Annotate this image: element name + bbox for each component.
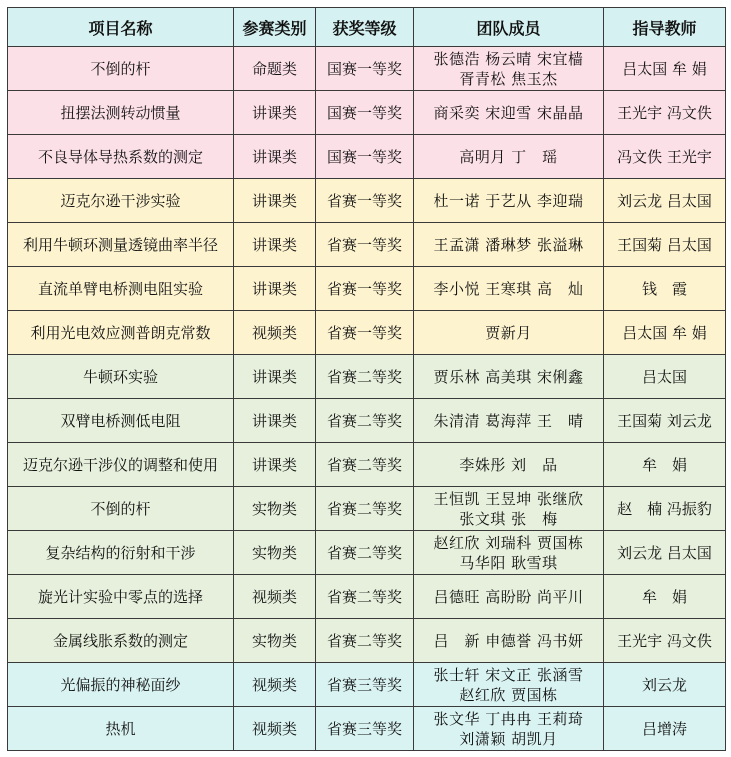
cell-advisors [604, 663, 726, 707]
cell-project-name: 金属线胀系数的测定 [8, 619, 234, 663]
table-row [8, 443, 726, 487]
cell-advisors [604, 531, 726, 575]
cell-team-members [414, 399, 604, 443]
advisor-line: 赵 楠 冯振豹 [617, 499, 712, 518]
team-member-line: 贾新月 [485, 323, 532, 342]
cell-project-name: 光偏振的神秘面纱 [8, 663, 234, 707]
cell-project-name: 复杂结构的衍射和干涉 [8, 531, 234, 575]
advisor-line: 刘云龙 [641, 675, 687, 694]
cell-award-level: 省赛三等奖 [316, 663, 414, 707]
cell-award-level: 国赛一等奖 [316, 135, 414, 179]
table-row [8, 223, 726, 267]
table-row [8, 399, 726, 443]
cell-category: 讲课类 [234, 399, 316, 443]
cell-advisors [604, 91, 726, 135]
team-member-line: 赵红欣 贾国栋 [459, 685, 558, 704]
cell-award-level: 国赛一等奖 [316, 47, 414, 91]
table-row [8, 663, 726, 707]
cell-award-level: 省赛二等奖 [316, 443, 414, 487]
table-row [8, 355, 726, 399]
cell-category: 讲课类 [234, 91, 316, 135]
team-member-line: 商采奕 宋迎雪 宋晶晶 [433, 103, 584, 122]
cell-team-members [414, 179, 604, 223]
header-project-name: 项目名称 [8, 8, 234, 47]
cell-project-name: 利用牛顿环测量透镜曲率半径 [8, 223, 234, 267]
cell-team-members [414, 443, 604, 487]
cell-category: 视频类 [234, 663, 316, 707]
cell-project-name: 不倒的杆 [8, 487, 234, 531]
table-header [8, 8, 726, 47]
cell-award-level: 省赛二等奖 [316, 575, 414, 619]
table-row [8, 575, 726, 619]
cell-project-name: 热机 [8, 707, 234, 751]
cell-project-name: 不倒的杆 [8, 47, 234, 91]
cell-advisors [604, 267, 726, 311]
cell-team-members [414, 663, 604, 707]
advisor-line: 王国菊 刘云龙 [617, 411, 712, 430]
cell-award-level: 国赛一等奖 [316, 91, 414, 135]
cell-advisors [604, 707, 726, 751]
cell-category: 视频类 [234, 311, 316, 355]
team-member-line: 张士轩 宋文正 张涵雪 [433, 665, 584, 684]
cell-award-level: 省赛二等奖 [316, 487, 414, 531]
advisor-line: 吕太国 牟 娟 [622, 59, 707, 78]
advisor-line: 王光宇 冯文佚 [617, 631, 712, 650]
cell-team-members [414, 707, 604, 751]
advisor-line: 吕太国 [641, 367, 687, 386]
cell-project-name: 双臂电桥测低电阻 [8, 399, 234, 443]
cell-advisors [604, 443, 726, 487]
team-member-line: 高明月 丁 瑶 [459, 147, 558, 166]
cell-advisors [604, 179, 726, 223]
awards-table-wrapper [7, 7, 726, 751]
cell-award-level: 省赛二等奖 [316, 399, 414, 443]
cell-award-level: 省赛二等奖 [316, 355, 414, 399]
table-row [8, 135, 726, 179]
advisor-line: 刘云龙 吕太国 [617, 191, 712, 210]
advisor-line: 王光宇 冯文佚 [617, 103, 712, 122]
advisor-line: 牟 娟 [641, 455, 687, 474]
advisor-line: 刘云龙 吕太国 [617, 543, 712, 562]
cell-category: 讲课类 [234, 443, 316, 487]
table-row [8, 619, 726, 663]
cell-category: 视频类 [234, 575, 316, 619]
team-member-line: 刘潇颖 胡凯月 [459, 729, 558, 748]
cell-advisors [604, 223, 726, 267]
cell-advisors [604, 135, 726, 179]
header-award-level: 获奖等级 [316, 8, 414, 47]
team-member-line: 朱清清 葛海萍 王 晴 [433, 411, 584, 430]
awards-table [7, 7, 726, 751]
header-row [8, 8, 726, 47]
cell-advisors [604, 619, 726, 663]
cell-team-members [414, 531, 604, 575]
table-row [8, 487, 726, 531]
cell-award-level: 省赛二等奖 [316, 531, 414, 575]
table-body [8, 47, 726, 751]
cell-category: 实物类 [234, 619, 316, 663]
cell-project-name: 迈克尔逊干涉仪的调整和使用 [8, 443, 234, 487]
advisor-line: 吕增涛 [641, 719, 687, 738]
team-member-line: 杜一诺 于艺从 李迎瑞 [433, 191, 584, 210]
team-member-line: 张文华 丁冉冉 王莉琦 [433, 709, 584, 728]
cell-team-members [414, 311, 604, 355]
team-member-line: 张德浩 杨云晴 宋宜樯 [433, 49, 584, 68]
table-row [8, 267, 726, 311]
cell-team-members [414, 135, 604, 179]
advisor-line: 牟 娟 [641, 587, 687, 606]
team-member-line: 马华阳 耿雪琪 [459, 553, 558, 572]
cell-team-members [414, 91, 604, 135]
cell-category: 实物类 [234, 531, 316, 575]
cell-project-name: 扭摆法测转动惯量 [8, 91, 234, 135]
cell-award-level: 省赛一等奖 [316, 179, 414, 223]
cell-category: 命题类 [234, 47, 316, 91]
cell-team-members [414, 619, 604, 663]
cell-team-members [414, 267, 604, 311]
header-team-members: 团队成员 [414, 8, 604, 47]
table-row [8, 91, 726, 135]
cell-category: 实物类 [234, 487, 316, 531]
team-member-line: 贾乐林 高美琪 宋俐鑫 [433, 367, 584, 386]
advisor-line: 冯文佚 王光宇 [617, 147, 712, 166]
team-member-line: 吕德旺 高盼盼 尚平川 [433, 587, 584, 606]
team-member-line: 吕 新 申德誉 冯书妍 [433, 631, 584, 650]
advisor-line: 王国菊 吕太国 [617, 235, 712, 254]
table-row [8, 707, 726, 751]
team-member-line: 胥青松 焦玉杰 [459, 69, 558, 88]
team-member-line: 张文琪 张 梅 [459, 509, 558, 528]
cell-project-name: 牛顿环实验 [8, 355, 234, 399]
table-row [8, 179, 726, 223]
header-category: 参赛类别 [234, 8, 316, 47]
cell-category: 讲课类 [234, 223, 316, 267]
team-member-line: 李姝彤 刘 品 [459, 455, 558, 474]
cell-award-level: 省赛一等奖 [316, 223, 414, 267]
table-row [8, 531, 726, 575]
cell-project-name: 直流单臂电桥测电阻实验 [8, 267, 234, 311]
cell-team-members [414, 487, 604, 531]
cell-award-level: 省赛二等奖 [316, 619, 414, 663]
cell-category: 讲课类 [234, 355, 316, 399]
cell-advisors [604, 355, 726, 399]
cell-category: 讲课类 [234, 267, 316, 311]
header-advisors: 指导教师 [604, 8, 726, 47]
cell-project-name: 利用光电效应测普朗克常数 [8, 311, 234, 355]
cell-project-name: 不良导体导热系数的测定 [8, 135, 234, 179]
table-row [8, 311, 726, 355]
cell-advisors [604, 575, 726, 619]
team-member-line: 王恒凯 王昱坤 张继欣 [433, 489, 584, 508]
cell-project-name: 迈克尔逊干涉实验 [8, 179, 234, 223]
cell-team-members [414, 575, 604, 619]
cell-team-members [414, 223, 604, 267]
team-member-line: 赵红欣 刘瑞科 贾国栋 [433, 533, 584, 552]
cell-advisors [604, 311, 726, 355]
cell-project-name: 旋光计实验中零点的选择 [8, 575, 234, 619]
cell-team-members [414, 47, 604, 91]
team-member-line: 王孟潇 潘琳梦 张溢琳 [433, 235, 584, 254]
cell-category: 讲课类 [234, 135, 316, 179]
cell-advisors [604, 47, 726, 91]
cell-award-level: 省赛三等奖 [316, 707, 414, 751]
cell-advisors [604, 487, 726, 531]
cell-team-members [414, 355, 604, 399]
cell-advisors [604, 399, 726, 443]
cell-category: 讲课类 [234, 179, 316, 223]
team-member-line: 李小悦 王寒琪 高 灿 [433, 279, 584, 298]
cell-award-level: 省赛一等奖 [316, 311, 414, 355]
cell-award-level: 省赛一等奖 [316, 267, 414, 311]
cell-category: 视频类 [234, 707, 316, 751]
table-row [8, 47, 726, 91]
advisor-line: 钱 霞 [641, 279, 687, 298]
advisor-line: 吕太国 牟 娟 [622, 323, 707, 342]
